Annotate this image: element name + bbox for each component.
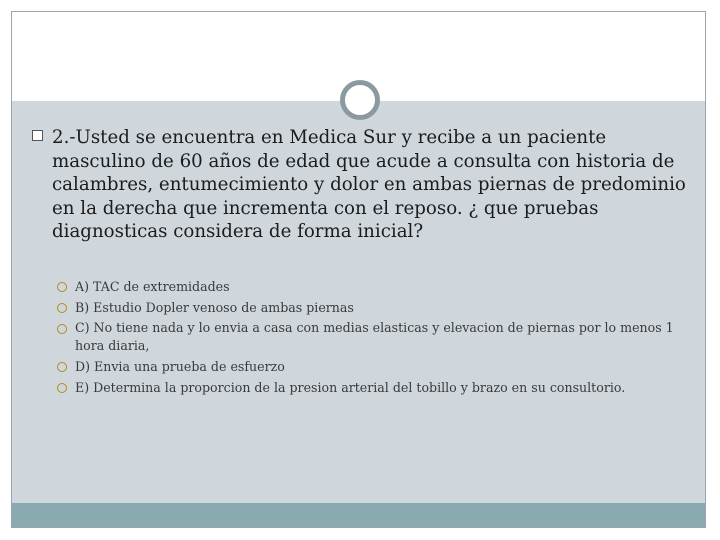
- square-bullet-icon: [32, 130, 43, 141]
- option-d-text: D) Envia una prueba de esfuerzo: [75, 359, 285, 374]
- ring-bullet-icon: [57, 383, 67, 393]
- option-e-text: E) Determina la proporcion de la presion arterial del tobillo y brazo en su consultorio.: [75, 379, 626, 395]
- option-a-text: A) TAC de extremidades: [75, 279, 230, 294]
- ring-bullet-icon: [57, 324, 67, 334]
- question-text: 2.-Usted se encuentra en Medica Sur y recibe a un paciente masculino de 60 años de edad que acude a consulta con historia de calambres, entumecimiento y dolor en ambas piernas de predominio en la derecha que incrementa con el reposo. ¿ que pruebas diagnosticas considera de forma inicial?: [52, 127, 686, 242]
- option-e: [56, 378, 696, 399]
- option-d: [56, 357, 696, 378]
- option-a: [56, 277, 696, 298]
- ring-bullet-icon: [57, 282, 67, 292]
- option-b: [56, 298, 696, 319]
- ring-bullet-icon: [57, 303, 67, 313]
- answer-options-list: [56, 277, 696, 398]
- circle-ornament-icon: [340, 80, 380, 120]
- option-b-text: B) Estudio Dopler venoso de ambas piernas: [75, 299, 354, 315]
- option-c: [56, 319, 696, 355]
- ring-bullet-icon: [57, 362, 67, 372]
- question-block: [32, 126, 700, 244]
- option-c-text: C) No tiene nada y lo envia a casa con medias elasticas y elevacion de piernas por lo menos 1 hora diaria,: [75, 320, 674, 353]
- footer-bar: [12, 503, 705, 527]
